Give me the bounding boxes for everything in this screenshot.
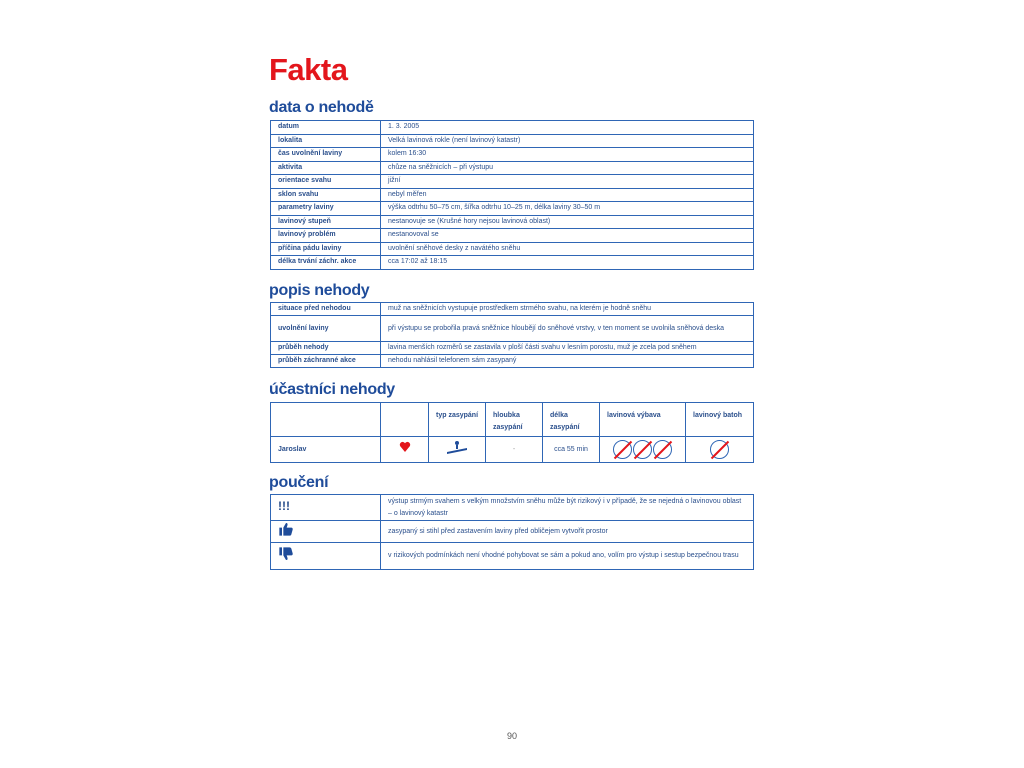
lesson-text: výstup strmým svahem s velkým množstvím sněhu může být rizikový i v případě, že se nejedná o lavinovou oblast – o lavinový katastr [381, 495, 754, 521]
table-row [271, 215, 754, 229]
row-key: průběh nehody [271, 342, 381, 355]
thumbs-down-icon [278, 546, 294, 562]
table-row [271, 202, 754, 216]
table-row [271, 175, 754, 189]
header-vybava: lavinová výbava [600, 403, 686, 437]
row-key: délka trvání záchr. akce [271, 256, 381, 270]
thumbs-down-cell [271, 543, 381, 570]
table-row [271, 229, 754, 243]
burial-type-cell [429, 437, 486, 463]
participant-row [271, 437, 754, 463]
section-heading-data: data o nehodě [269, 99, 374, 116]
row-value: 1. 3. 2005 [381, 121, 754, 135]
row-key: situace před nehodou [271, 303, 381, 316]
no-shovel-icon [633, 440, 652, 459]
row-value: nestanovuje se (Krušné hory nejsou lavinová oblast) [381, 215, 754, 229]
lesson-row [271, 543, 754, 570]
section-heading-popis: popis nehody [269, 282, 370, 299]
heart-icon [399, 441, 411, 453]
page-title: Fakta [269, 52, 348, 87]
row-value: při výstupu se probořila pravá sněžnice hloubějí do sněhové vrstvy, v ten moment se uvolnila sněhová deska [381, 316, 754, 342]
row-key: uvolnění laviny [271, 316, 381, 342]
row-key: aktivita [271, 161, 381, 175]
lesson-row [271, 521, 754, 543]
participant-name: Jaroslav [271, 437, 381, 463]
no-airbag-icon [710, 440, 729, 459]
participants-header-row [271, 403, 754, 437]
header-hloubka: hloubka zasypání [486, 403, 543, 437]
no-beacon-icon [613, 440, 632, 459]
section-heading-pouceni: poučení [269, 474, 329, 491]
header-typ: typ zasypání [429, 403, 486, 437]
header-empty [381, 403, 429, 437]
accident-data-table [270, 120, 754, 270]
header-batoh: lavinový batoh [686, 403, 754, 437]
table-row [271, 316, 754, 342]
row-value: uvolnění sněhové desky z navátého sněhu [381, 242, 754, 256]
row-value: nehodu nahlásil telefonem sám zasypaný [381, 355, 754, 368]
row-key: datum [271, 121, 381, 135]
thumbs-up-icon [278, 521, 294, 537]
header-delka: délka zasypání [543, 403, 600, 437]
table-row [271, 256, 754, 270]
lesson-text: v rizikových podmínkách není vhodné pohybovat se sám a pokud ano, volím pro výstup i sestup bezpečnou trasu [381, 543, 754, 570]
row-key: příčina pádu laviny [271, 242, 381, 256]
row-key: čas uvolnění laviny [271, 148, 381, 162]
header-empty [271, 403, 381, 437]
table-row [271, 134, 754, 148]
table-row [271, 342, 754, 355]
accident-description-table [270, 302, 754, 368]
thumbs-up-cell [271, 521, 381, 543]
participants-table [270, 402, 754, 463]
status-cell [381, 437, 429, 463]
row-value: výška odtrhu 50–75 cm, šířka odtrhu 10–25 m, délka laviny 30–50 m [381, 202, 754, 216]
table-row [271, 188, 754, 202]
table-row [271, 161, 754, 175]
row-key: sklon svahu [271, 188, 381, 202]
page-number: 90 [506, 731, 517, 741]
table-row [271, 303, 754, 316]
row-value: cca 17:02 až 18:15 [381, 256, 754, 270]
section-heading-ucastnici: účastníci nehody [269, 381, 395, 398]
row-value: lavina menších rozměrů se zastavila v ploší části svahu v lesním porostu, muž je zcela pod sněhem [381, 342, 754, 355]
backpack-cell [686, 437, 754, 463]
row-value: kolem 16:30 [381, 148, 754, 162]
table-row [271, 242, 754, 256]
burial-depth-cell: - [486, 437, 543, 463]
table-row [271, 355, 754, 368]
equipment-cell [600, 437, 686, 463]
row-value: jižní [381, 175, 754, 189]
row-value: muž na sněžnicích vystupuje prostředkem strmého svahu, na kterém je hodně sněhu [381, 303, 754, 316]
row-value: chůze na sněžnicích – při výstupu [381, 161, 754, 175]
table-row [271, 121, 754, 135]
lesson-row [271, 495, 754, 521]
row-key: lavinový stupeň [271, 215, 381, 229]
table-row [271, 148, 754, 162]
no-probe-icon [653, 440, 672, 459]
burial-duration-cell: cca 55 min [543, 437, 600, 463]
row-value: nestanovoval se [381, 229, 754, 243]
buried-person-icon [445, 440, 469, 454]
row-key: lavinový problém [271, 229, 381, 243]
row-key: parametry laviny [271, 202, 381, 216]
row-value: Velká lavinová rokle (není lavinový katastr) [381, 134, 754, 148]
row-key: průběh záchranné akce [271, 355, 381, 368]
row-key: lokalita [271, 134, 381, 148]
row-key: orientace svahu [271, 175, 381, 189]
row-value: nebyl měřen [381, 188, 754, 202]
lesson-text: zasypaný si stihl před zastavením laviny před obličejem vytvořit prostor [381, 521, 754, 543]
exclamation-icon: !!! [271, 495, 381, 521]
lessons-table [270, 494, 754, 570]
